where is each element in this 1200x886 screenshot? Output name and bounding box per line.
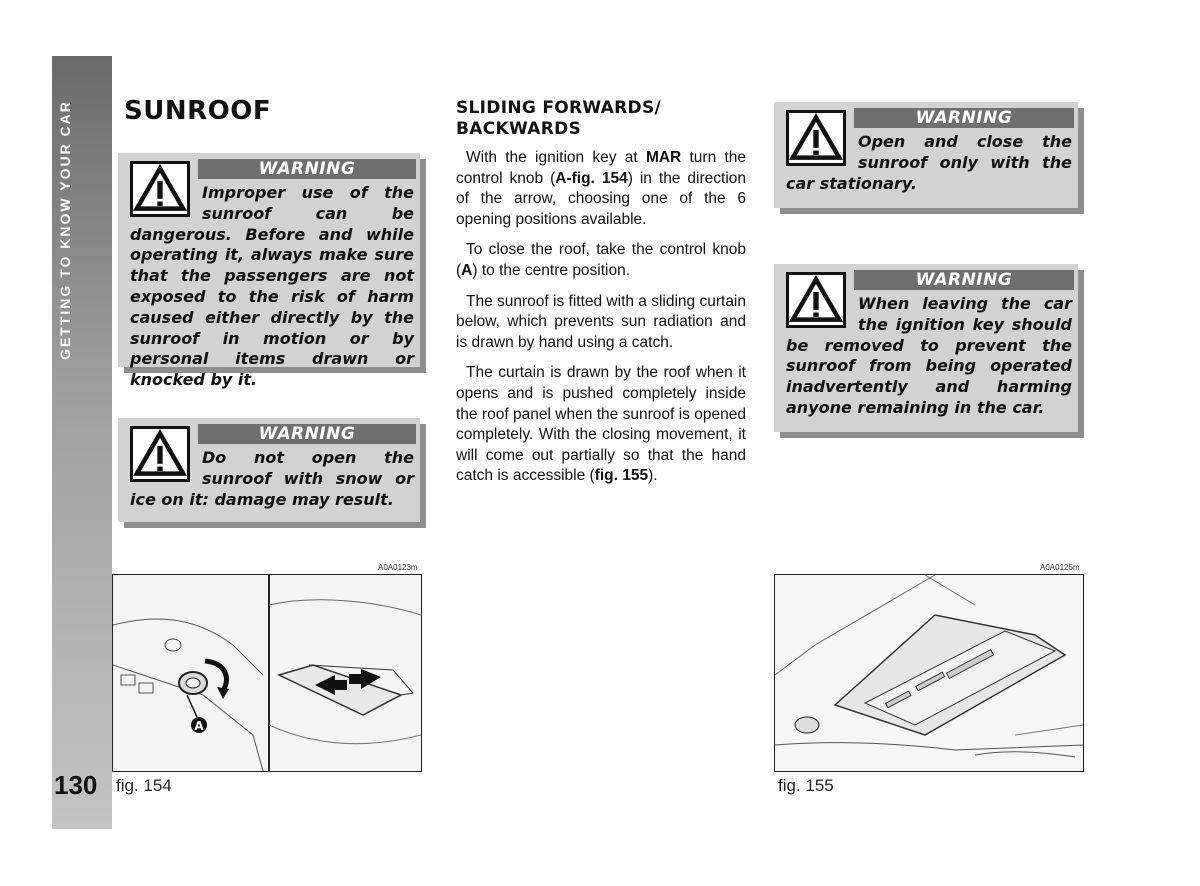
warning-heading: WARNING bbox=[854, 108, 1074, 128]
section-heading: SLIDING FORWARDS/ BACKWARDS bbox=[456, 98, 661, 139]
figure-caption: fig. 154 bbox=[116, 776, 172, 795]
page-title: SUNROOF bbox=[124, 96, 272, 126]
warning-text: Do not open the sunroof with snow or ice on it: damage may result. bbox=[130, 448, 414, 509]
page-number: 130 bbox=[54, 770, 98, 800]
paragraph-2: To close the roof, take the control knob (A) to the centre position. bbox=[456, 241, 746, 279]
callout-a-label: A bbox=[194, 719, 204, 733]
warning-heading: WARNING bbox=[854, 270, 1074, 290]
paragraph-1: With the ignition key at MAR turn the control knob (A-fig. 154) in the direction of the arrow, choosing one of the 6 opening positions available. bbox=[456, 149, 746, 228]
figure-154-illustration bbox=[112, 574, 422, 772]
figure-caption: fig. 155 bbox=[778, 776, 834, 795]
chapter-title: GETTING TO KNOW YOUR CAR bbox=[57, 100, 73, 360]
warning-text: Open and close the sunroof only with the car stationary. bbox=[786, 132, 1072, 193]
warning-box-stationary bbox=[774, 102, 1078, 208]
warning-text: When leaving the car the ignition key should be removed to prevent the sunroof from being operated inadvertently and harming anyone remaining in the car. bbox=[786, 294, 1072, 417]
warning-box-snow bbox=[118, 418, 420, 522]
figure-155-illustration bbox=[774, 574, 1084, 772]
paragraph-4: The curtain is drawn by the roof when it opens and is pushed completely inside the roof panel when the sunroof is opened completely. With the closing movement, it will come out partially so that the hand catch is accessible (fig. 155). bbox=[456, 364, 746, 485]
text-column bbox=[456, 98, 746, 497]
warning-text: Improper use of the sunroof can be dangerous. Before and while operating it, always make sure that the passengers are not exposed to the risk of harm caused either directly by the sunroof in motion or by personal items drawn or knocked by it. bbox=[130, 183, 414, 390]
figure-code: A0A0125m bbox=[1040, 563, 1080, 572]
warning-heading: WARNING bbox=[198, 424, 416, 444]
warning-box-key bbox=[774, 264, 1078, 432]
warning-heading: WARNING bbox=[198, 159, 416, 179]
figure-code: A0A0123m bbox=[378, 563, 418, 572]
warning-box-misuse bbox=[118, 153, 420, 390]
paragraph-3: The sunroof is fitted with a sliding curtain below, which prevents sun radiation and is drawn by hand using a catch. bbox=[456, 292, 746, 351]
